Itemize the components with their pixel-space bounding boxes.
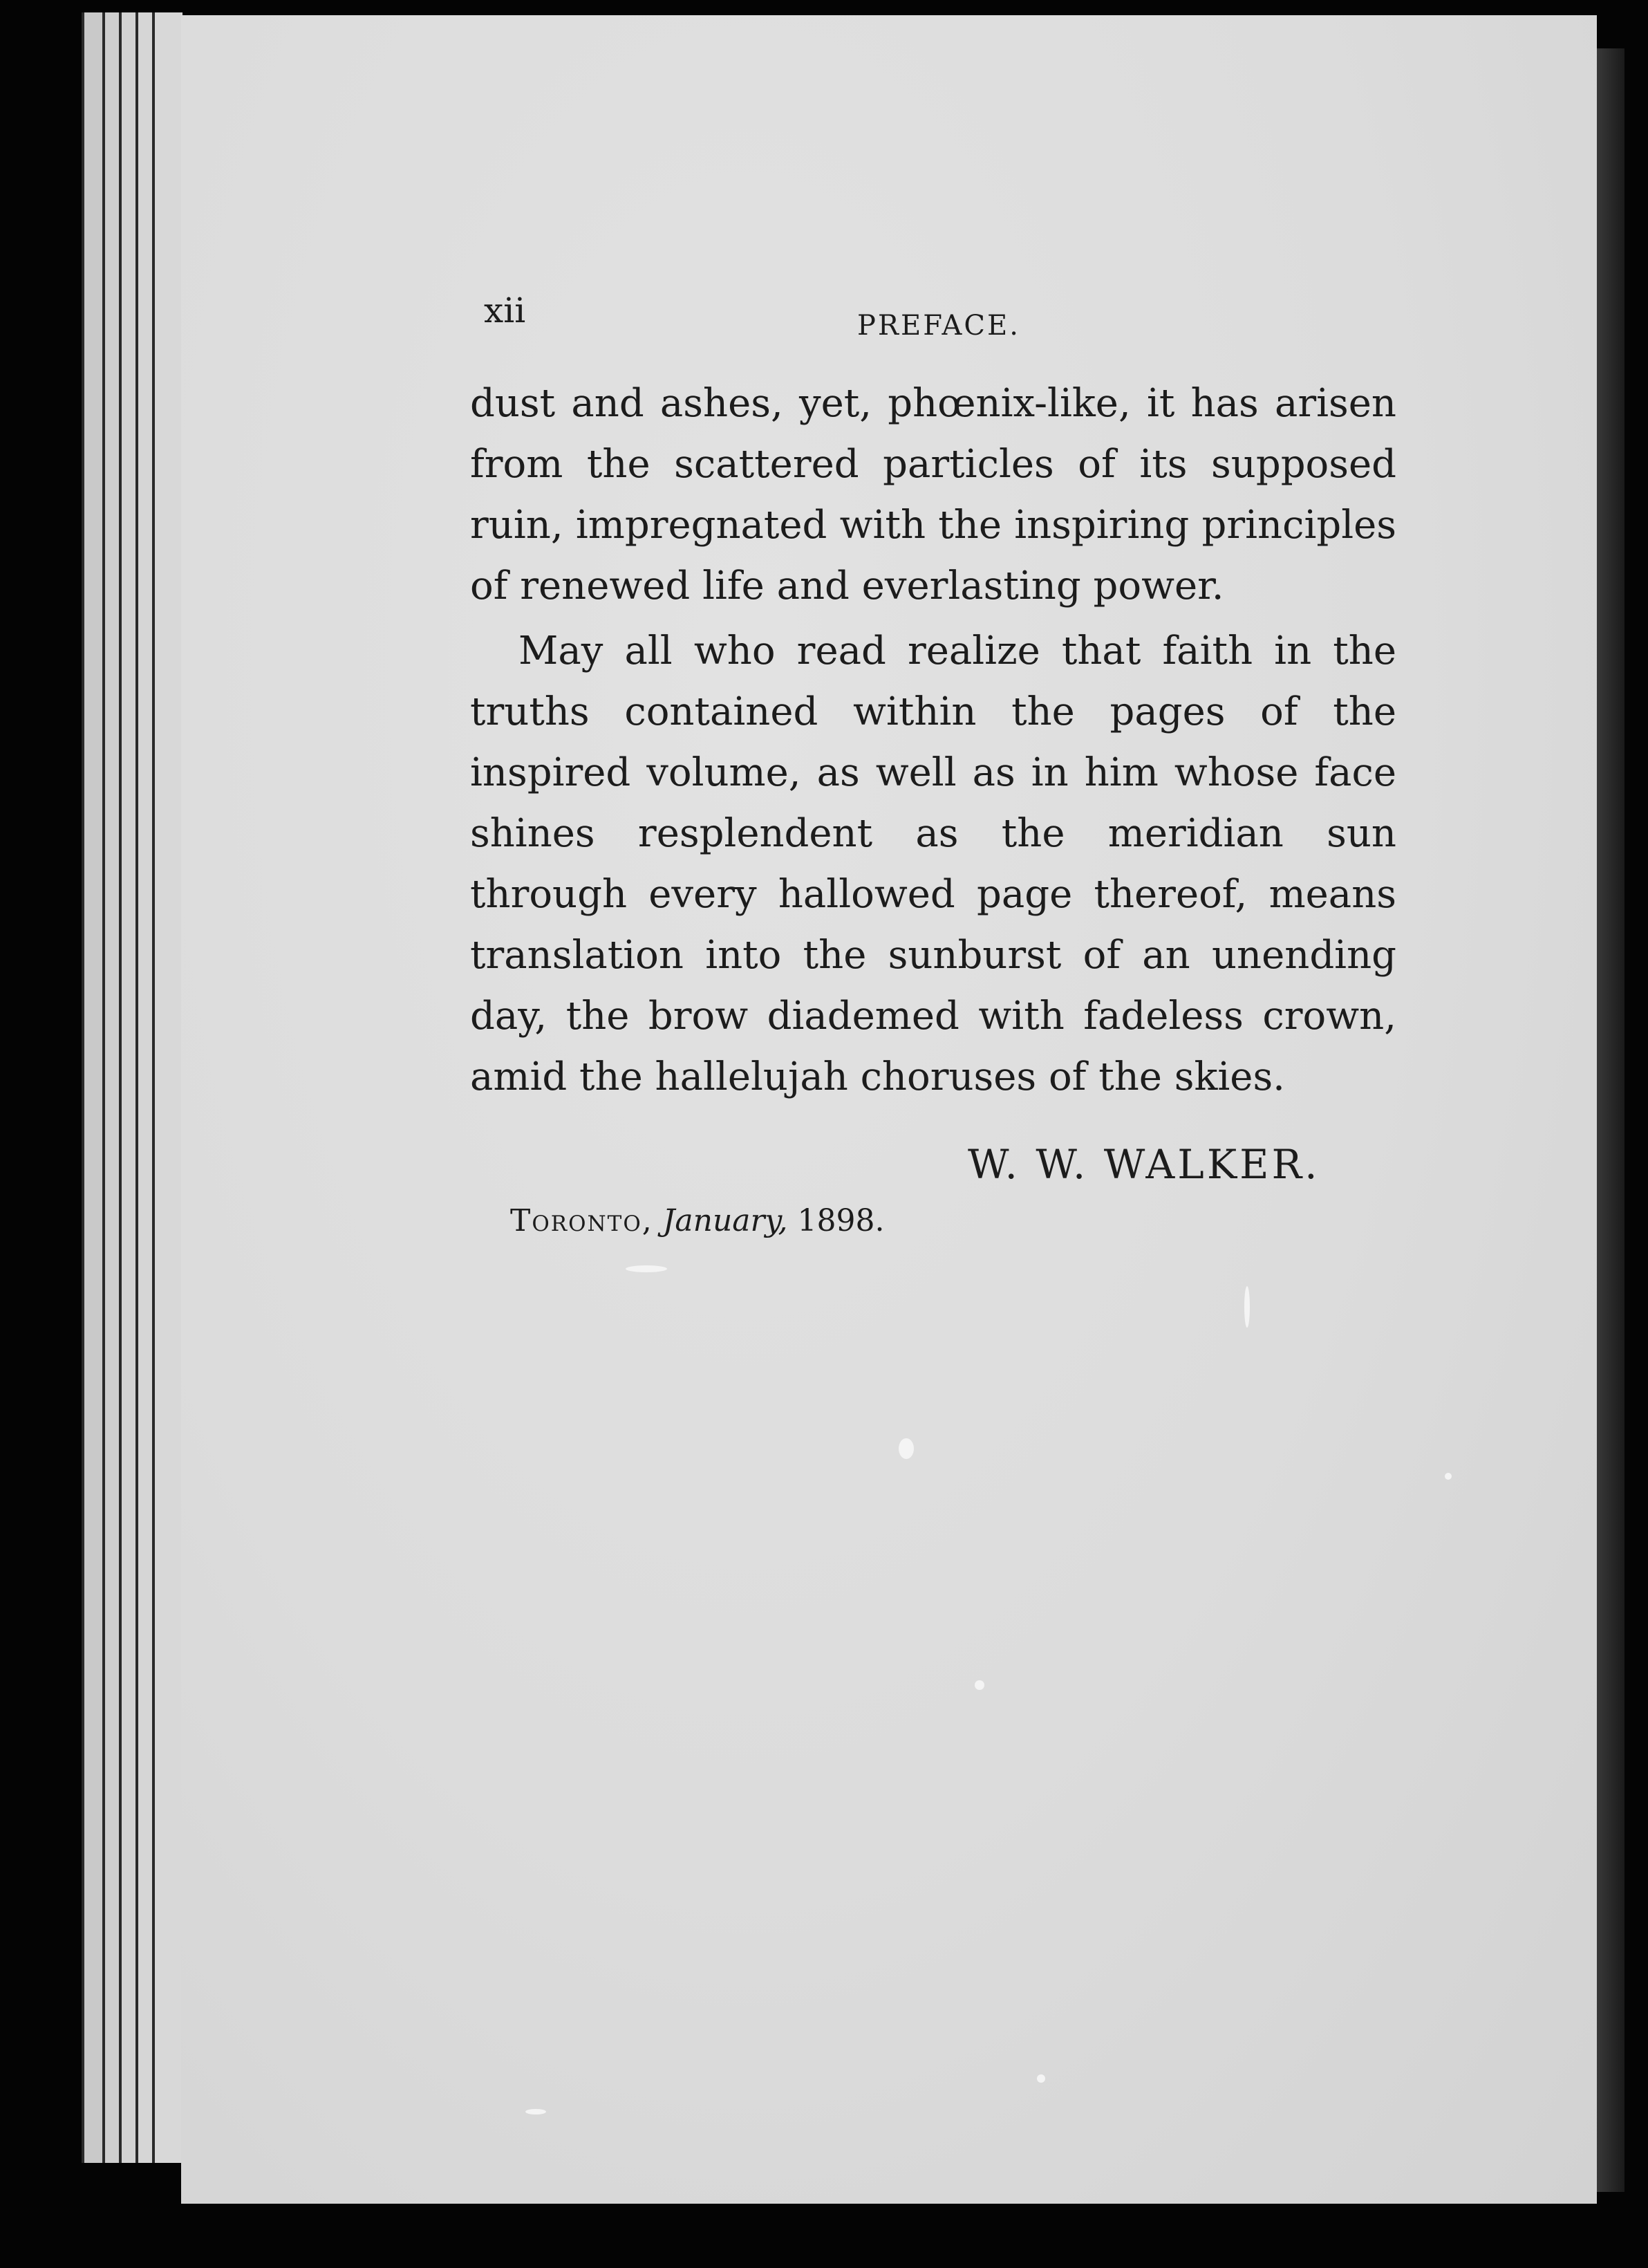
dateline-place: Toronto, <box>510 1203 653 1238</box>
dust-speck <box>975 1680 984 1690</box>
dateline-month: January, <box>662 1203 788 1238</box>
dust-speck <box>525 2109 546 2114</box>
paragraph: dust and ashes, yet, phœnix-like, it has arisen from the scattered particles of its supposed ruin, impregnated with the inspiring principles of renewed life and everlasting power. <box>470 381 1396 608</box>
dateline-year: 1898. <box>797 1203 885 1238</box>
dust-speck <box>626 1265 667 1272</box>
dust-speck <box>1445 1473 1452 1480</box>
page-edge <box>152 12 182 2163</box>
author-signature: W. W. WALKER. <box>968 1141 1320 1188</box>
paragraph: May all who read realize that faith in the truths contained within the pages of the inspired volume, as well as in him whose face shines resplendent as the meridian sun through every hallowed page thereof, means translation into the sunburst of an unending day, the brow diademed with fadeless crown, amid the hallelujah choruses of the skies. <box>470 629 1396 1099</box>
preface-body <box>470 373 1396 1108</box>
dust-speck <box>1037 2074 1045 2083</box>
dust-speck <box>1244 1286 1250 1328</box>
page-number: xii <box>484 290 526 331</box>
dateline <box>510 1203 885 1238</box>
dust-speck <box>899 1438 914 1459</box>
section-title: PREFACE. <box>857 310 1020 342</box>
running-head <box>484 290 1396 346</box>
